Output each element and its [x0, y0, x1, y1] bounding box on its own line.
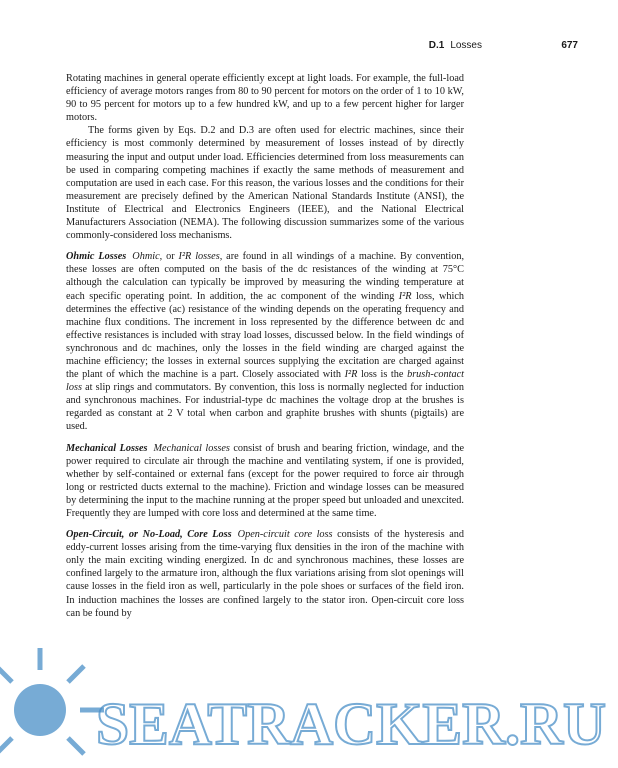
- section-title: Losses: [450, 40, 482, 51]
- paragraph-efficiency: Rotating machines in general operate efficiently except at light loads. For example, the full-load efficiency of average motors ranges from 80 to 90 percent for motors on the order of 1 to 10 kW, 90 to 95 percent for motors up to a few hundred kW, and up to a few percent higher for larger motors.: [66, 73, 464, 124]
- run-in-heading-ohmic: Ohmic Losses: [66, 251, 127, 263]
- sun-logo-icon: [0, 648, 104, 754]
- paragraph-open-circuit-core-loss: Open-Circuit, or No-Load, Core Loss Open-circuit core loss consists of the hysteresis and eddy-current losses arising from the time-varying flux densities in the iron of the machine with only the main exciting winding energized. In dc and synchronous machines, these losses are confined largely to the armature iron, although the flux variations arising from slot openings will cause losses in the field iron as well, particularly in the pole shoes or surfaces of the field iron. In induction machines the losses are confined largely to the stator iron. Open-circuit core loss can be found by: [66, 529, 464, 619]
- page-body: [66, 72, 464, 620]
- section-label: [429, 40, 482, 51]
- watermark-text: SEATRACKER.RU: [96, 691, 606, 757]
- run-in-heading-open-circuit: Open-Circuit, or No-Load, Core Loss: [66, 529, 232, 541]
- run-in-heading-mechanical: Mechanical Losses: [66, 442, 148, 454]
- running-header: [66, 40, 578, 54]
- paragraph-ohmic-losses: Ohmic Losses Ohmic, or I²R losses, are found in all windings of a machine. By convention, these losses are often computed on the basis of the dc resistances of the winding at 75°C although the calculation can typically be improved by measuring the winding temperature at each specific operating point. In addition, the ac component of the winding I²R loss, which determines the effective (ac) resistance of the winding depends on the operating frequency and machine flux conditions. The increment in loss represented by the difference between dc and effective resistances is included with stray load losses, discussed below. In the field windings of synchronous and dc machines, only the losses in the field winding are charged against the machine efficiency; the losses in external sources supplying the excitation are charged against the plant of which the machine is a part. Closely associated with I²R loss is the brush-contact loss at slip rings and commutators. By convention, this loss is normally neglected for induction and synchronous machines. For industrial-type dc machines the voltage drop at the brushes is regarded as constant at 2 V total when carbon and graphite brushes with shunts (pigtails) are used.: [66, 251, 465, 433]
- paragraph-mechanical-losses: Mechanical Losses Mechanical losses consist of brush and bearing friction, windage, and the power required to circulate air through the machine and ventilating system, if one is provided, whether by self-contained or external fans (except for the power required to force air through long or restricted ducts external to the machine). Friction and windage losses can be measured by determining the input to the machine running at the proper speed but unloaded and unexcited. Frequently they are lumped with core loss and determined at the same time.: [66, 442, 465, 519]
- section-number: D.1: [428, 40, 445, 51]
- watermark: [0, 640, 618, 768]
- paragraph-loss-measurement: The forms given by Eqs. D.2 and D.3 are often used for electric machines, since their efficiency is most commonly determined by measurement of losses instead of by directly measuring the input and output under load. Efficiencies determined from loss measurements can be used in comparing competing machines if exactly the same methods of measurement and computation are used in each case. For this reason, the various losses and the conditions for their measurement are precisely defined by the American National Standards Institute (ANSI), the Institute of Electrical and Electronics Engineers (IEEE), and the National Electrical Manufacturers Association (NEMA). The following discussion summarizes some of the various commonly-considered loss mechanisms.: [66, 125, 464, 242]
- page-number: 677: [561, 40, 578, 51]
